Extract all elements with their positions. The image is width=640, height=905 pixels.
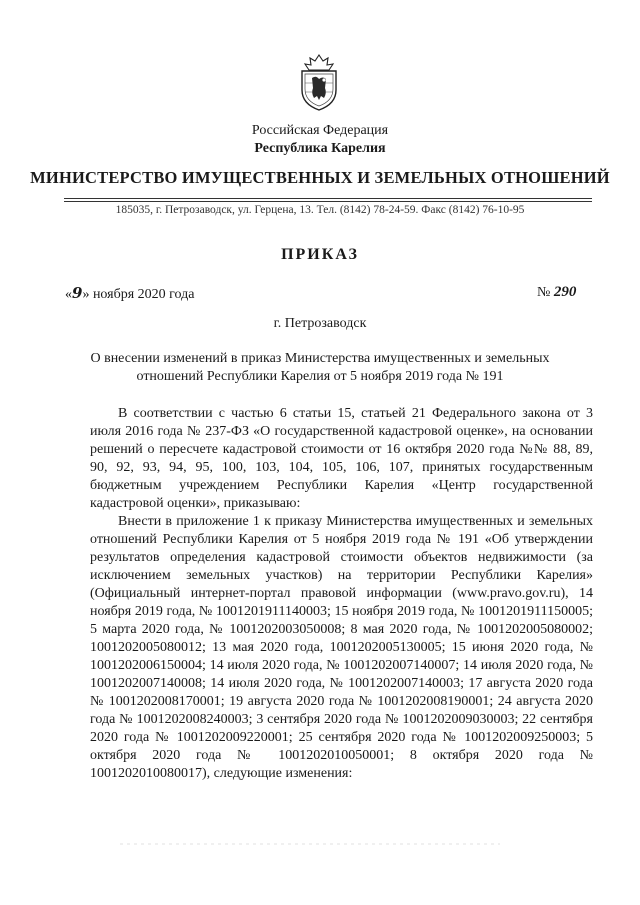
date-quote-open: « bbox=[65, 287, 72, 302]
document-title: ПРИКАЗ bbox=[281, 246, 359, 263]
number-label: № bbox=[537, 285, 551, 300]
order-body bbox=[90, 405, 593, 783]
date-rest: » ноября 2020 года bbox=[82, 287, 195, 302]
ministry-address: 185035, г. Петрозаводск, ул. Герцена, 13. Тел. (8142) 78-24-59. Факс (8142) 76-10-95 bbox=[115, 204, 525, 216]
ministry-name: МИНИСТЕРСТВО ИМУЩЕСТВЕННЫХ И ЗЕМЕЛЬНЫХ ОТНОШЕНИЙ bbox=[30, 168, 610, 187]
coat-of-arms-emblem bbox=[297, 52, 341, 112]
header-divider bbox=[64, 198, 592, 199]
body-paragraph: В соответствии с частью 6 статьи 15, статьей 21 Федерального закона от 3 июля 2016 года № 237-ФЗ «О государственной кадастровой оценке», на основании решений о пересчете кадастровой стоимости от 16 октября 2020 года №№ 88, 89, 90, 92, 93, 94, 95, 100, 103, 104, 105, 106, 107, принятых государственным бюджетным учреждением Республики Карелия «Центр государственной кадастровой оценки», приказываю: bbox=[90, 406, 593, 511]
order-number bbox=[537, 284, 576, 301]
body-paragraph: Внести в приложение 1 к приказу Министерства имущественных и земельных отношений Республики Карелия от 5 ноября 2019 года № 191 «Об утверждении результатов определения кадастровой стоимости объектов недвижимости (за исключением земельных участков) на территории Республики Карелия» (Официальный интернет-портал правовой информации (www.pravo.gov.ru), 14 ноября 2019 года, № 1001201911140003; 15 ноября 2019 года, № 1001201911150005; 5 марта 2020 года, № 1001202003050008; 8 мая 2020 года, № 1001202005080002; 1001202005080012; 13 мая 2020 года, 1001202005130005; 15 июня 2020 года, № 1001202006150004; 14 июля 2020 года, № 1001202007140007; 14 июля 2020 года, № 1001202007140008; 14 июля 2020 года, № 1001202007140003; 17 августа 2020 года № 1001202008170001; 19 августа 2020 года № 1001202008190001; 24 августа 2020 года № 1001202008240003; 3 сентября 2020 года № 1001202009030003; 22 сентября 2020 года № 1001202009220001; 25 сентября 2020 года № 1001202009250003; 5 октября 2020 года № 1001202010050001; 8 октября 2020 года № 1001202010080017), следующие изменения: bbox=[90, 514, 593, 781]
order-subject: О внесении изменений в приказ Министерства имущественных и земельных отношений Республики Карелия от 5 ноября 2019 года № 191 bbox=[90, 351, 550, 384]
issue-city: г. Петрозаводск bbox=[273, 316, 367, 331]
header-divider-thin bbox=[64, 201, 592, 202]
order-date bbox=[65, 284, 195, 303]
scan-artifact-line bbox=[120, 840, 500, 848]
number-value-handwritten: 290 bbox=[553, 284, 577, 300]
republic-name: Республика Карелия bbox=[254, 141, 386, 156]
country-name: Российская Федерация bbox=[251, 123, 389, 138]
date-day-handwritten: 9 bbox=[72, 284, 83, 302]
